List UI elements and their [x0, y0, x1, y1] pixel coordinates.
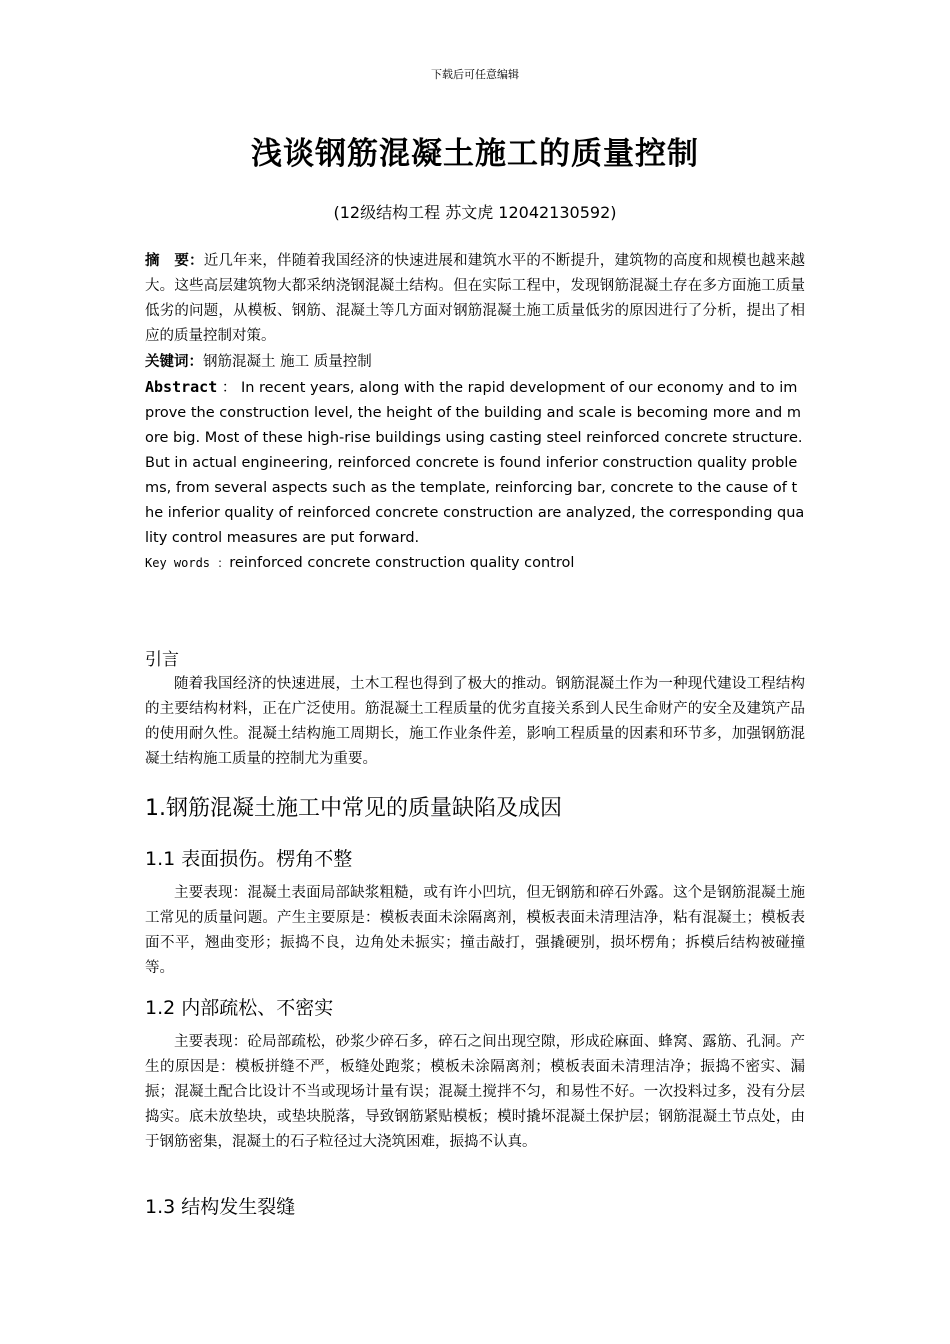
section-1-3 [145, 1193, 805, 1221]
abstract-en-sep: ： [217, 380, 237, 396]
document-title: 浅谈钢筋混凝土施工的质量控制 [251, 136, 699, 172]
abstract-en [145, 375, 805, 551]
section-1-2-heading: 1.2 内部疏松、不密实 [145, 997, 334, 1019]
keywords-en-text: reinforced concrete construction quality control [229, 555, 575, 571]
section-1-3-heading: 1.3 结构发生裂缝 [145, 1196, 296, 1218]
section-1-1-heading: 1.1 表面损伤。楞角不整 [145, 848, 353, 870]
keywords-cn [145, 349, 805, 375]
abstract-en-text: In recent years, along with the rapid development of our economy and to improve the construction level, the height of the building and scale is becoming more and more big. Most of these high-rise buildings using casting steel reinforced concrete structure. But in actual engineering, reinforced concrete is found inferior construction quality problems, from several aspects such as the template, reinforcing bar, concrete to the cause of the inferior quality of reinforced concrete construction are analyzed, the corresponding quality control measures are put forward. [145, 380, 805, 546]
keywords-en-label: Key words ： [145, 556, 230, 570]
abstract-cn-label: 摘 要： [145, 252, 204, 269]
section-1-heading: 1.钢筋混凝土施工中常见的质量缺陷及成因 [145, 796, 562, 821]
abstract-en-label: Abstract [145, 378, 218, 396]
intro-heading: 引言 [145, 650, 179, 670]
author-line: (12级结构工程 苏文虎 12042130592) [333, 203, 617, 222]
keywords-en [145, 551, 805, 576]
section-1 [145, 794, 805, 824]
section-1-1-text: 主要表现：混凝土表面局部缺浆粗糙，或有许小凹坑，但无钢筋和碎石外露。这个是钢筋混凝土施工常见的质量问题。产生主要原是：模板表面未涂隔离剂，模板表面未清理洁净，粘有混凝土；模板表面不平，翘曲变形；振捣不良，边角处未振实；撞击敲打，强撬硬别，损坏楞角；拆模后结构被碰撞等。 [145, 885, 805, 976]
keywords-cn-text: 钢筋混凝土 施工 质量控制 [203, 354, 372, 370]
abstract-cn [145, 248, 805, 349]
section-1-1 [145, 845, 805, 981]
section-1-2-text: 主要表现：砼局部疏松，砂浆少碎石多，碎石之间出现空隙，形成砼麻面、蜂窝、露筋、孔洞。产生的原因是：模板拼缝不严，板缝处跑浆；模板未涂隔离剂；模板表面未清理洁净；振捣不密实、漏振；混凝土配合比设计不当或现场计量有误；混凝土搅拌不匀，和易性不好。一次投料过多，没有分层捣实。底未放垫块，或垫块脱落，导致钢筋紧贴模板；模时撬坏混凝土保护层；钢筋混凝土节点处，由于钢筋密集，混凝土的石子粒径过大浇筑困难，振捣不认真。 [145, 1034, 805, 1150]
intro-text: 随着我国经济的快速进展，土木工程也得到了极大的推动。钢筋混凝土作为一种现代建设工程结构的主要结构材料，正在广泛使用。筋混凝土工程质量的优劣直接关系到人民生命财产的安全及建筑产品的使用耐久性。混凝土结构施工周期长，施工作业条件差，影响工程质量的因素和环节多，加强钢筋混凝土结构施工质量的控制尤为重要。 [145, 676, 805, 767]
header-note: 下载后可任意编辑 [431, 68, 519, 81]
intro-block [145, 648, 805, 772]
keywords-cn-label: 关键词： [145, 353, 203, 370]
section-1-2 [145, 994, 805, 1155]
abstract-cn-block [145, 248, 805, 576]
abstract-cn-text: 近几年来，伴随着我国经济的快速进展和建筑水平的不断提升，建筑物的高度和规模也越来越大。这些高层建筑物大都采纳浇钢混凝土结构。但在实际工程中，发现钢筋混凝土存在多方面施工质量低劣的问题，从模板、钢筋、混凝土等几方面对钢筋混凝土施工质量低劣的原因进行了分析，提出了相应的质量控制对策。 [145, 253, 806, 344]
